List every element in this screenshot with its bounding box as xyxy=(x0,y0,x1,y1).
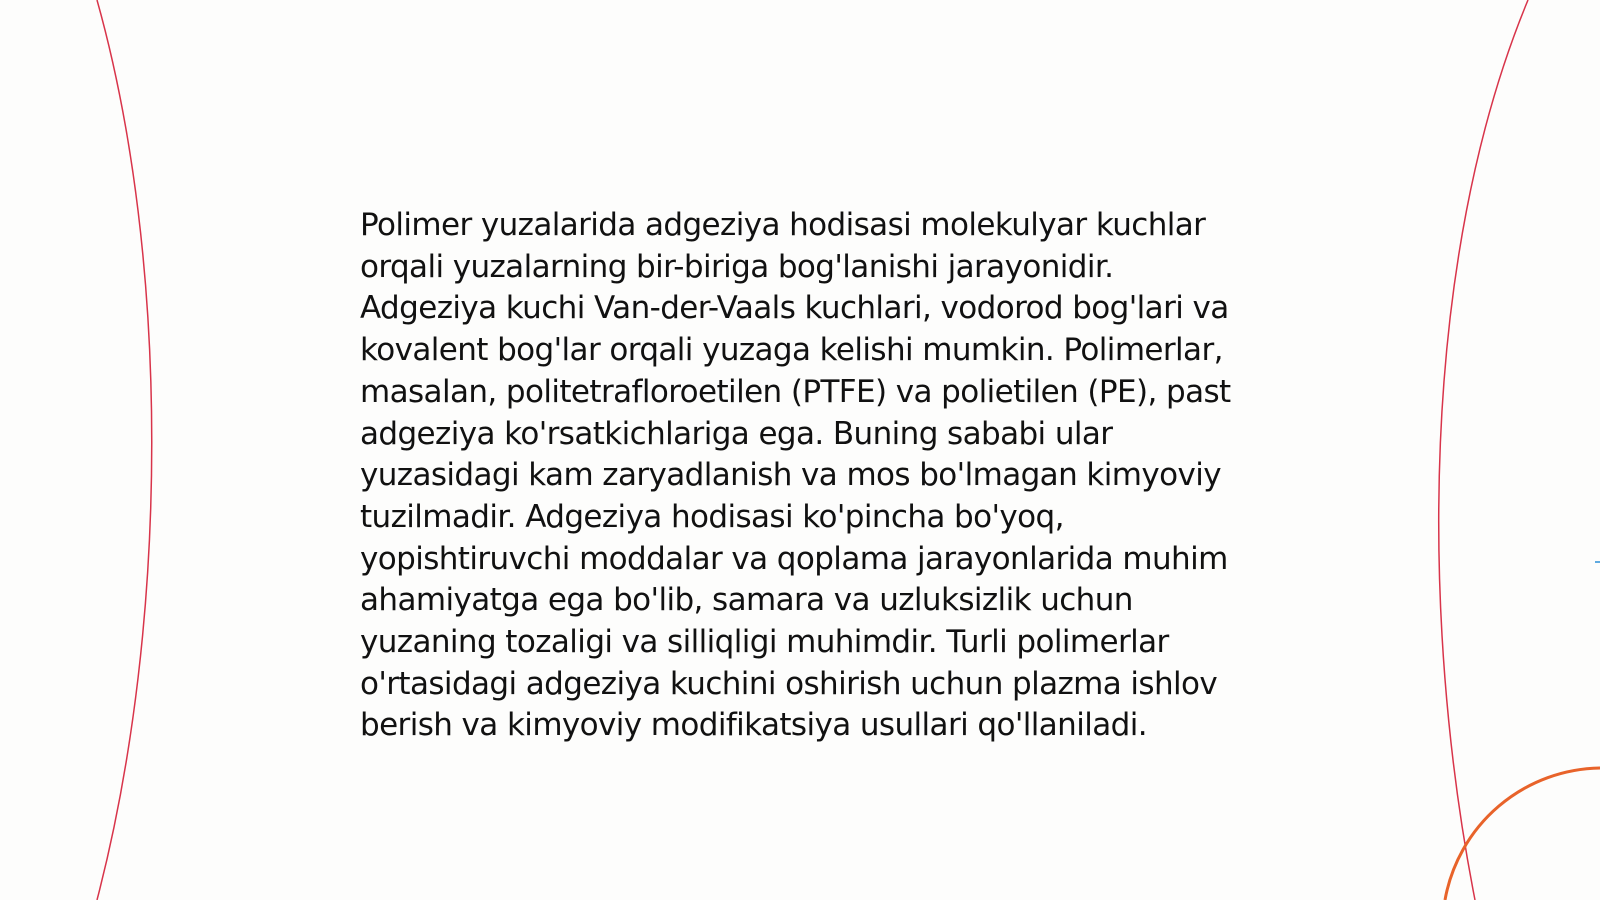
right-decorative-curve xyxy=(1439,0,1528,900)
body-paragraph: Polimer yuzalarida adgeziya hodisasi molekulyar kuchlar orqali yuzalarning bir-biriga bog'lanishi jarayonidir. Adgeziya kuchi Van-der-Vaals kuchlari, vodorod bog'lari va kovalent bog'lar orqali yuzaga kelishi mumkin. Polimerlar, masalan, politetrafloroetilen (PTFE) va polietilen (PE), past adgeziya ko'rsatkichlariga ega. Buning sababi ular yuzasidagi kam zaryadlanish va mos bo'lmagan kimyoviy tuzilmadir. Adgeziya hodisasi ko'pincha bo'yoq, yopishtiruvchi moddalar va qoplama jarayonlarida muhim ahamiyatga ega bo'lib, samara va uzluksizlik uchun yuzaning tozaligi va silliqligi muhimdir. Turli polimerlar o'rtasidagi adgeziya kuchini oshirish uchun plazma ishlov berish va kimyoviy modifikatsiya usullari qo'llaniladi. xyxy=(360,207,1231,744)
orange-circle-arc xyxy=(1445,768,1600,900)
left-decorative-curve xyxy=(97,0,152,900)
